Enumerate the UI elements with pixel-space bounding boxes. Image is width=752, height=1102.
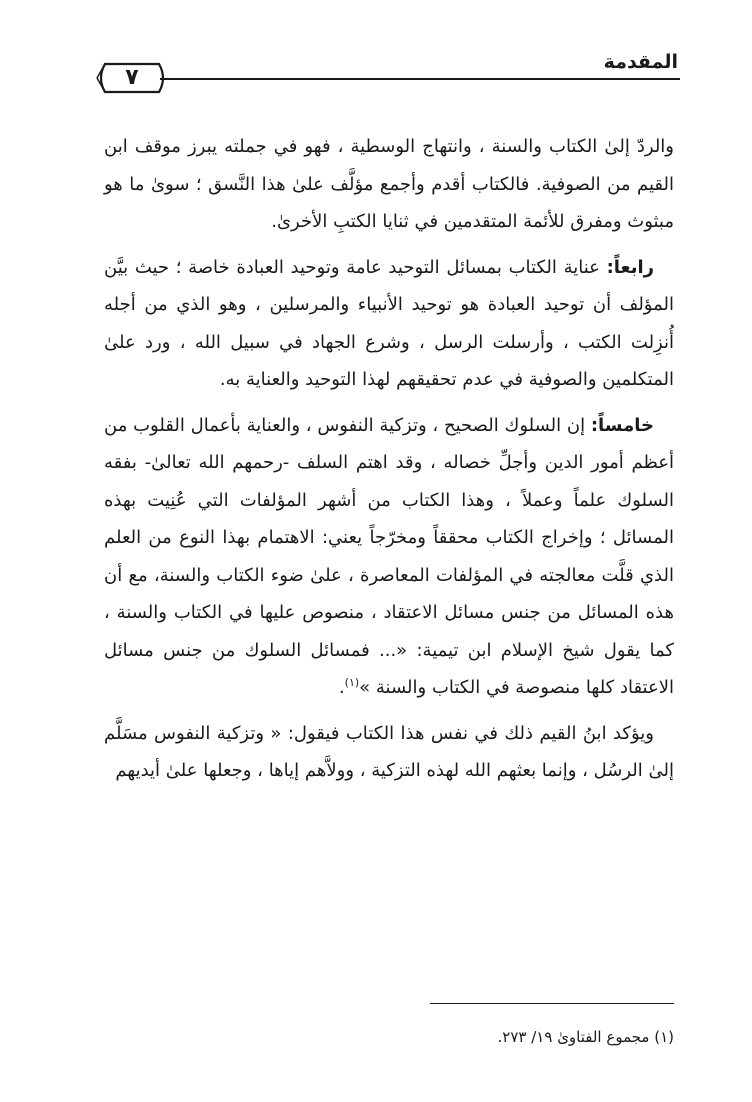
footnote-reference: (١): [344, 676, 360, 689]
paragraph-intro: [104, 128, 674, 241]
paragraph-text: ويؤكد ابنُ القيم ذلك في نفس هذا الكتاب فيقول: « وتزكية النفوس مسَلَّم إلىٰ الرسُل ، وإنما بعثهم الله لهذه التزكية ، وولاَّهم إياها ، وجعلها علىٰ أيديهم: [104, 722, 674, 781]
paragraph-ibn-qayyim: [104, 715, 674, 790]
paragraph-tail: .: [338, 677, 345, 698]
body-text: [104, 128, 674, 798]
paragraph-text: عناية الكتاب بمسائل التوحيد عامة وتوحيد العبادة خاصة ؛ حيث بيَّن المؤلف أن توحيد العبادة هو توحيد الأنبياء والمرسلين ، وهو الذي من أجله أُنزِلت الكتب ، وأرسلت الرسل ، وشرع الجهاد في سبيل الله ، ورد علىٰ المتكلمين والصوفية في عدم تحقيقهم لهذا التوحيد والعناية به.: [104, 256, 674, 390]
header-rule: [160, 78, 680, 80]
paragraph-fifth: [104, 407, 674, 707]
paragraph-lead: رابعاً:: [606, 256, 654, 278]
running-title: المقدمة: [603, 51, 678, 73]
paragraph-lead: خامساً:: [590, 414, 654, 436]
paragraph-fourth: [104, 249, 674, 399]
footnote-rule: [430, 1003, 674, 1004]
paragraph-text: والردّ إلىٰ الكتاب والسنة ، وانتهاج الوسطية ، فهو في جملته يبرز موقف ابن القيم من الصوفية. فالكتاب أقدم وأجمع مؤلَّف علىٰ هذا النَّسق ؛ سوىٰ ما هو مبثوث ومفرق للأئمة المتقدمين في ثنايا الكتبِ الأخرىٰ.: [104, 136, 674, 232]
page-number-frame: [95, 60, 169, 96]
footnote: (١) مجموع الفتاوىٰ ١٩/ ٢٧٣.: [497, 1028, 674, 1046]
paragraph-text: إن السلوك الصحيح ، وتزكية النفوس ، والعناية بأعمال القلوب من أعظم أمور الدين وأجلِّ خصاله ، وقد اهتم السلف -رحمهم الله تعالىٰ- بفقه السلوك علماً وعملاً ، وهذا الكتاب من أشهر المؤلفات التي عُنِيت بهذه المسائل ؛ وإخراج الكتاب محققاً ومخرّجاً يعني: الاهتمام بهذا النوع من العلم الذي قلَّت معالجته في المؤلفات المعاصرة ، علىٰ ضوء الكتاب والسنة، مع أن هذه المسائل من جنس مسائل الاعتقاد ، منصوص عليها في الكتاب والسنة ، كما يقول شيخ الإسلام ابن تيمية: «... فمسائل السلوك من جنس مسائل الاعتقاد كلها منصوصة في الكتاب والسنة »: [104, 414, 674, 698]
page-number: ٧: [125, 65, 139, 90]
